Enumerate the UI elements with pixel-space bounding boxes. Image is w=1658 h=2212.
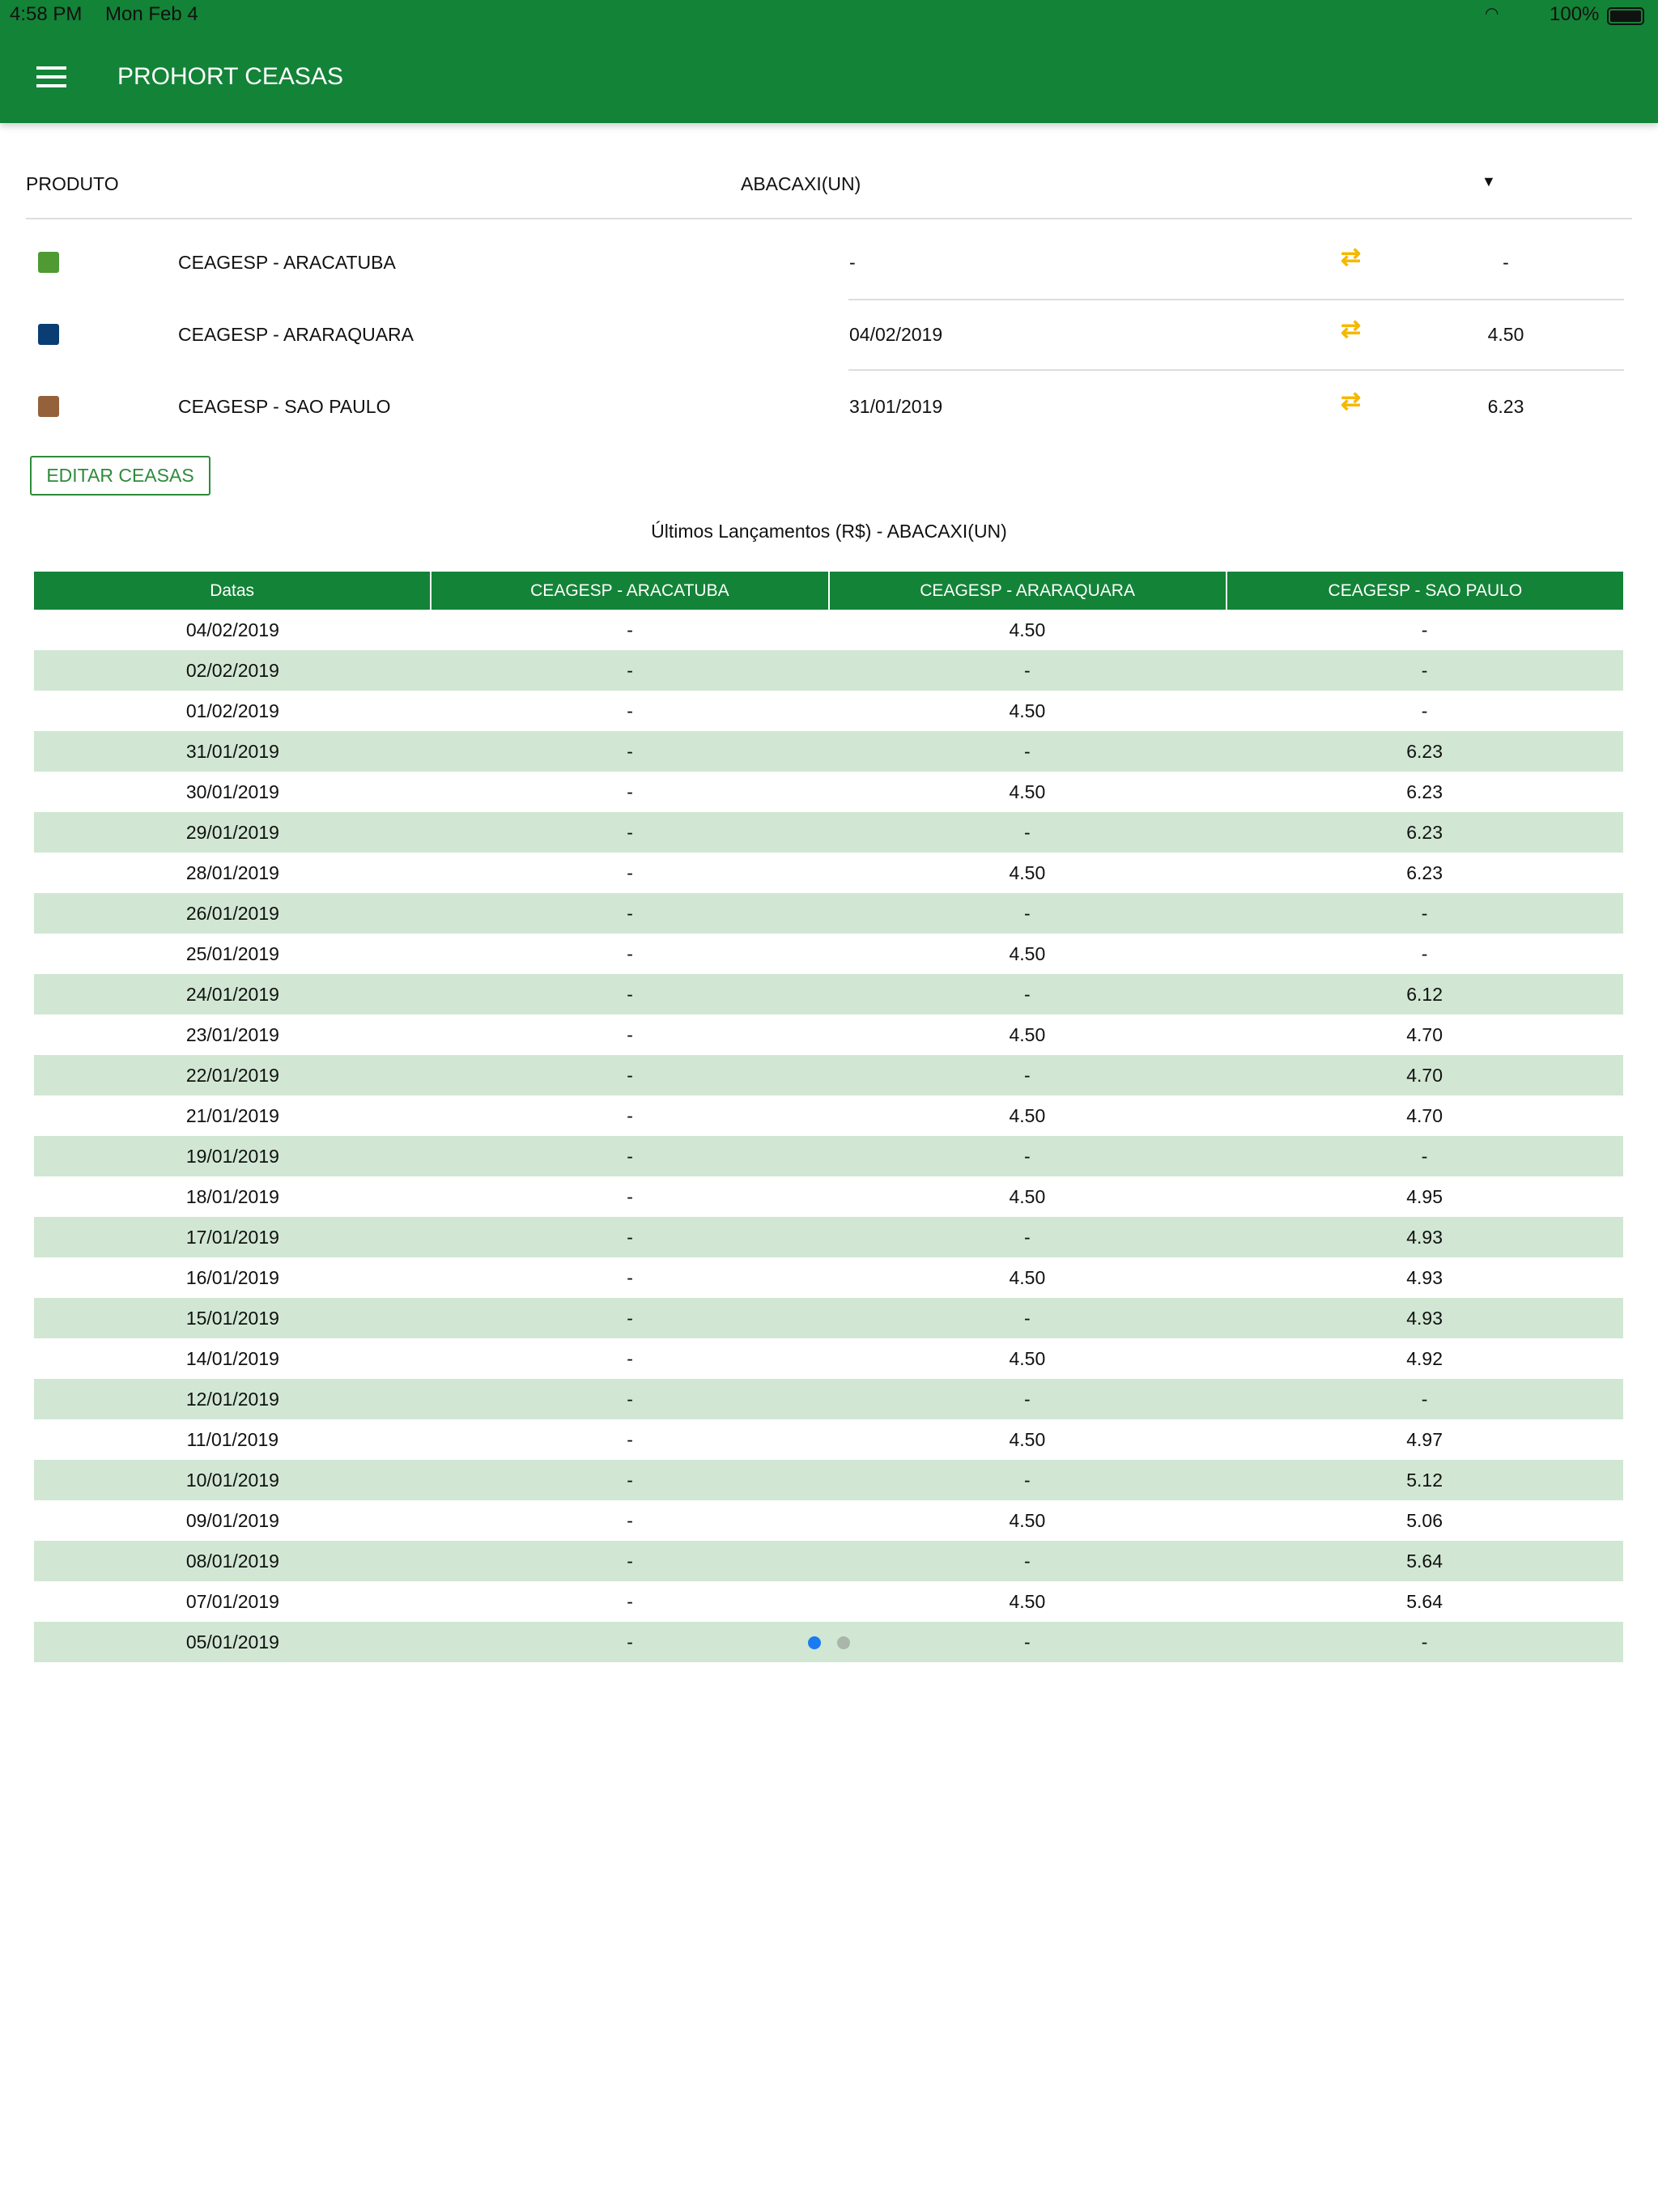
table-cell: - [627, 942, 633, 964]
table-cell: 26/01/2019 [185, 902, 279, 924]
prices-table [34, 572, 1623, 1662]
menu-icon[interactable] [36, 66, 66, 87]
table-cell: - [1421, 1631, 1428, 1653]
table-cell: - [1024, 1550, 1031, 1572]
table-row [34, 691, 1623, 731]
table-cell: 15/01/2019 [185, 1307, 279, 1329]
table-cell: 4.93 [1406, 1226, 1443, 1248]
table-row [34, 1581, 1623, 1622]
table-cell: 4.50 [1009, 1023, 1046, 1045]
table-cell: 4.50 [1009, 1185, 1046, 1207]
table-cell: 17/01/2019 [185, 1226, 279, 1248]
table-row [34, 731, 1623, 772]
table-cell: 4.50 [1009, 700, 1046, 721]
table-cell: 4.50 [1009, 1590, 1046, 1612]
divider [26, 218, 1632, 219]
table-cell: - [627, 1145, 633, 1167]
table-row [34, 1379, 1623, 1419]
table-cell: - [1421, 1145, 1428, 1167]
table-cell: - [1024, 902, 1031, 924]
table-cell: 5.64 [1406, 1590, 1443, 1612]
swap-icon[interactable]: ⇄ [1341, 244, 1362, 270]
table-cell: 4.70 [1406, 1104, 1443, 1126]
table-cell: 18/01/2019 [185, 1185, 279, 1207]
table-cell: - [1024, 1469, 1031, 1491]
table-row [34, 812, 1623, 853]
table-cell: 01/02/2019 [185, 700, 279, 721]
wifi-icon: ◠ [1485, 5, 1499, 23]
product-select[interactable] [729, 162, 1538, 207]
table-cell: 24/01/2019 [185, 983, 279, 1005]
edit-ceasas-button[interactable]: EDITAR CEASAS [30, 456, 210, 496]
table-cell: - [1421, 700, 1428, 721]
table-cell: 4.50 [1009, 1104, 1046, 1126]
swap-icon[interactable]: ⇄ [1341, 316, 1362, 342]
table-cell: 4.70 [1406, 1064, 1443, 1086]
table-cell: 4.93 [1406, 1266, 1443, 1288]
table-cell: - [1024, 983, 1031, 1005]
table-cell: - [627, 1104, 633, 1126]
table-cell: 10/01/2019 [185, 1469, 279, 1491]
table-cell: 4.50 [1009, 1428, 1046, 1450]
table-cell: - [627, 1023, 633, 1045]
table-cell: - [1421, 619, 1428, 640]
table-cell: 4.95 [1406, 1185, 1443, 1207]
ceasa-name: CEAGESP - ARACATUBA [178, 252, 396, 273]
table-row [34, 853, 1623, 893]
ceasa-name: CEAGESP - ARARAQUARA [178, 324, 414, 345]
table-cell: 6.12 [1406, 983, 1443, 1005]
ceasa-date: 31/01/2019 [849, 396, 943, 417]
ceasa-value: - [1503, 252, 1509, 273]
table-cell: - [1024, 1064, 1031, 1086]
ceasa-value: 4.50 [1487, 324, 1524, 345]
table-row [34, 1176, 1623, 1217]
table-row [34, 772, 1623, 812]
table-cell: 6.23 [1406, 740, 1443, 762]
battery-percent: 100% [1550, 3, 1600, 25]
table-row [34, 1541, 1623, 1581]
table-cell: - [627, 1307, 633, 1329]
table-cell: 12/01/2019 [185, 1388, 279, 1410]
table-cell: - [627, 1550, 633, 1572]
ceasa-date: 04/02/2019 [849, 324, 943, 345]
table-cell: 4.50 [1009, 619, 1046, 640]
table-cell: 29/01/2019 [185, 821, 279, 843]
app-title: PROHORT CEASAS [117, 63, 343, 90]
divider [848, 369, 1624, 371]
table-cell: - [627, 983, 633, 1005]
table-cell: 16/01/2019 [185, 1266, 279, 1288]
table-cell: 31/01/2019 [185, 740, 279, 762]
battery-icon [1607, 7, 1644, 25]
ceasa-value: 6.23 [1487, 396, 1524, 417]
table-cell: 4.50 [1009, 1509, 1046, 1531]
table-cell: - [627, 861, 633, 883]
table-cell: - [627, 659, 633, 681]
table-cell: 09/01/2019 [185, 1509, 279, 1531]
table-cell: 28/01/2019 [185, 861, 279, 883]
table-cell: 25/01/2019 [185, 942, 279, 964]
table-cell: - [1024, 740, 1031, 762]
ceasa-date: - [849, 252, 856, 273]
table-cell: 21/01/2019 [185, 1104, 279, 1126]
table-cell: 6.23 [1406, 821, 1443, 843]
table-cell: 4.50 [1009, 942, 1046, 964]
table-row [34, 1015, 1623, 1055]
table-cell: 23/01/2019 [185, 1023, 279, 1045]
table-cell: 22/01/2019 [185, 1064, 279, 1086]
ceasa-name: CEAGESP - SAO PAULO [178, 396, 391, 417]
table-row [34, 974, 1623, 1015]
table-cell: - [1024, 1307, 1031, 1329]
table-cell: 19/01/2019 [185, 1145, 279, 1167]
page-dot[interactable] [837, 1636, 850, 1649]
table-row [34, 1136, 1623, 1176]
table-cell: 11/01/2019 [186, 1428, 279, 1450]
table-cell: - [627, 700, 633, 721]
status-time: 4:58 PM [10, 3, 83, 25]
table-row [34, 1460, 1623, 1500]
table-cell: - [1421, 902, 1428, 924]
header-aracatuba: CEAGESP - ARACATUBA [430, 572, 827, 610]
table-cell: - [627, 1631, 633, 1653]
table-cell: 4.50 [1009, 1266, 1046, 1288]
table-cell: 30/01/2019 [185, 781, 279, 802]
table-row [34, 650, 1623, 691]
table-cell: - [1024, 1145, 1031, 1167]
table-row [34, 1257, 1623, 1298]
app-bar [0, 0, 1658, 123]
table-cell: - [627, 619, 633, 640]
table-row [34, 1217, 1623, 1257]
table-cell: 5.06 [1406, 1509, 1443, 1531]
table-cell: 4.93 [1406, 1307, 1443, 1329]
table-cell: - [627, 781, 633, 802]
table-cell: 4.92 [1406, 1347, 1443, 1369]
table-cell: - [627, 821, 633, 843]
table-row [34, 1055, 1623, 1095]
status-date: Mon Feb 4 [105, 3, 198, 25]
table-cell: 4.97 [1406, 1428, 1443, 1450]
table-cell: - [627, 1185, 633, 1207]
table-cell: - [1024, 1388, 1031, 1410]
table-cell: 4.50 [1009, 781, 1046, 802]
table-cell: 04/02/2019 [185, 619, 279, 640]
table-cell: - [627, 1469, 633, 1491]
table-cell: - [627, 1388, 633, 1410]
table-cell: - [1024, 821, 1031, 843]
table-row [34, 1622, 1623, 1662]
table-title: Últimos Lançamentos (R$) - ABACAXI(UN) [651, 521, 1007, 542]
ceasa-color-swatch [38, 396, 59, 417]
table-cell: - [627, 1590, 633, 1612]
table-row [34, 610, 1623, 650]
table-row [34, 893, 1623, 934]
table-cell: - [627, 902, 633, 924]
header-araraquara: CEAGESP - ARARAQUARA [828, 572, 1226, 610]
chevron-down-icon: ▼ [1482, 173, 1496, 189]
table-cell: 05/01/2019 [185, 1631, 279, 1653]
table-cell: - [1421, 1388, 1428, 1410]
table-cell: 6.23 [1406, 861, 1443, 883]
table-cell: 5.64 [1406, 1550, 1443, 1572]
table-row [34, 1419, 1623, 1460]
table-cell: 5.12 [1406, 1469, 1443, 1491]
table-cell: - [627, 1266, 633, 1288]
table-cell: 4.50 [1009, 1347, 1046, 1369]
table-cell: - [627, 1064, 633, 1086]
table-cell: 02/02/2019 [185, 659, 279, 681]
table-header [34, 572, 1623, 610]
swap-icon[interactable]: ⇄ [1341, 388, 1362, 415]
table-cell: 4.70 [1406, 1023, 1443, 1045]
table-row [34, 934, 1623, 974]
table-cell: - [1421, 659, 1428, 681]
ceasa-color-swatch [38, 324, 59, 345]
page-dot-active[interactable] [808, 1636, 821, 1649]
table-cell: - [627, 1509, 633, 1531]
table-cell: - [1024, 1631, 1031, 1653]
table-cell: 08/01/2019 [185, 1550, 279, 1572]
product-label: PRODUTO [26, 173, 119, 194]
header-sao-paulo: CEAGESP - SAO PAULO [1226, 572, 1623, 610]
table-row [34, 1298, 1623, 1338]
table-cell: - [627, 1428, 633, 1450]
table-cell: - [1024, 1226, 1031, 1248]
divider [848, 299, 1624, 300]
table-row [34, 1500, 1623, 1541]
header-datas: Datas [210, 581, 255, 600]
table-cell: 4.50 [1009, 861, 1046, 883]
table-cell: - [1421, 942, 1428, 964]
ceasa-color-swatch [38, 252, 59, 273]
table-row [34, 1338, 1623, 1379]
table-cell: - [627, 1347, 633, 1369]
table-cell: 07/01/2019 [185, 1590, 279, 1612]
product-selected: ABACAXI(UN) [741, 173, 861, 194]
table-row [34, 1095, 1623, 1136]
table-cell: - [1024, 659, 1031, 681]
table-cell: 6.23 [1406, 781, 1443, 802]
table-cell: - [627, 1226, 633, 1248]
table-cell: - [627, 740, 633, 762]
table-cell: 14/01/2019 [185, 1347, 279, 1369]
